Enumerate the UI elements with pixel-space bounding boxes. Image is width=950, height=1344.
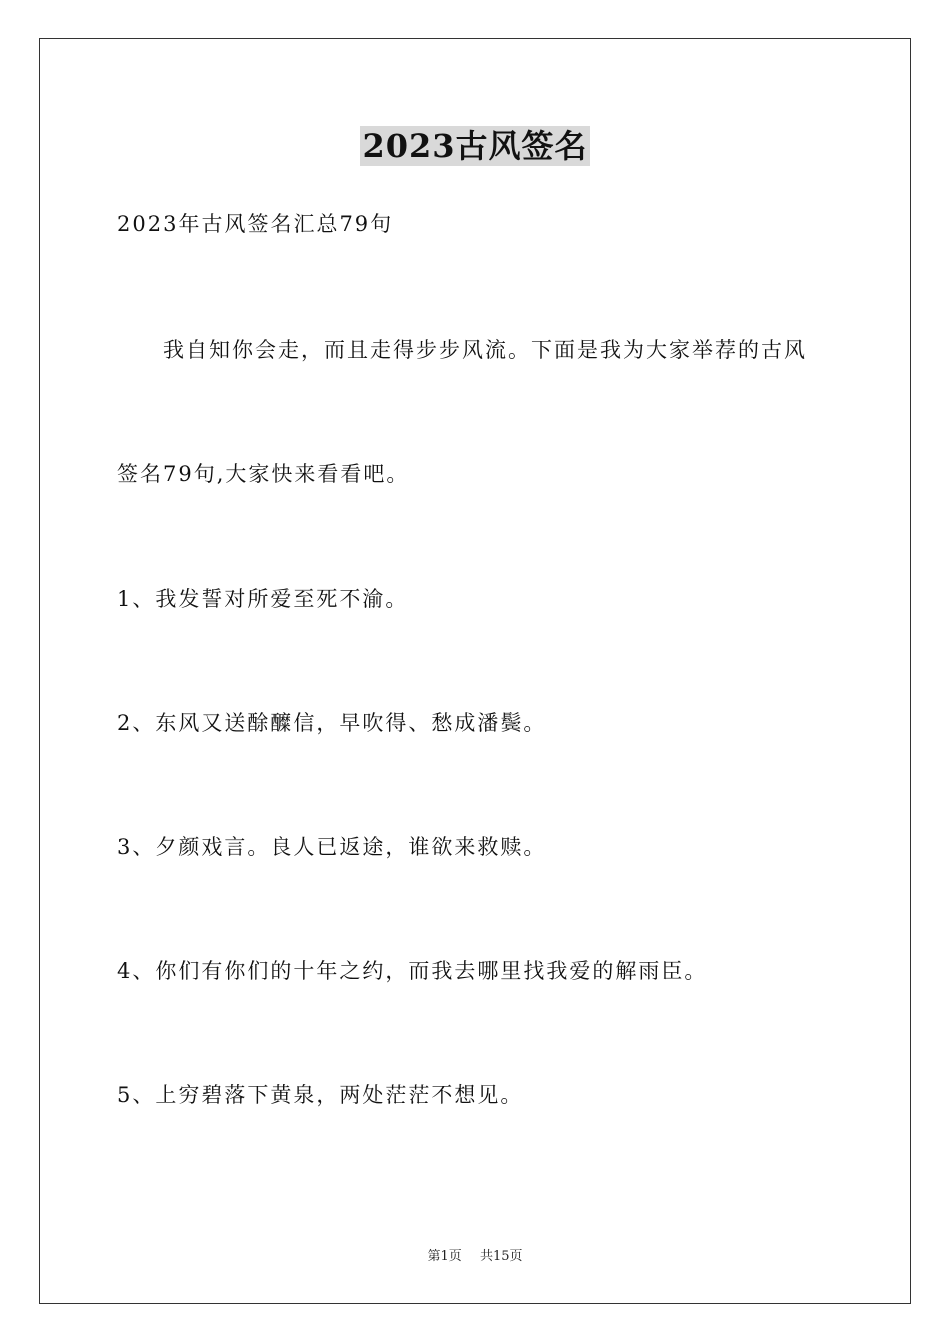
title-container: [0, 126, 950, 166]
list-item: 3、夕颜戏言。良人已返途，谁欲来救赎。: [117, 835, 547, 859]
document-title: 2023古风签名: [362, 127, 588, 165]
document-subtitle: 2023年古风签名汇总79句: [117, 212, 394, 236]
list-item: 4、你们有你们的十年之约，而我去哪里找我爱的解雨臣。: [117, 959, 708, 983]
list-item: 1、我发誓对所爱至死不渝。: [117, 587, 409, 611]
list-item: 2、东风又送酴醾信，早吹得、愁成潘鬓。: [117, 711, 547, 735]
page-number-current: 第1页: [427, 1249, 462, 1264]
page-footer: [0, 1248, 950, 1266]
intro-paragraph-line-1: 我自知你会走，而且走得步步风流。下面是我为大家举荐的古风: [163, 338, 807, 362]
page-number-total: 共15页: [479, 1249, 523, 1264]
list-item: 5、上穷碧落下黄泉，两处茫茫不想见。: [117, 1083, 524, 1107]
intro-paragraph-line-2: 签名79句,大家快来看看吧。: [117, 462, 410, 486]
